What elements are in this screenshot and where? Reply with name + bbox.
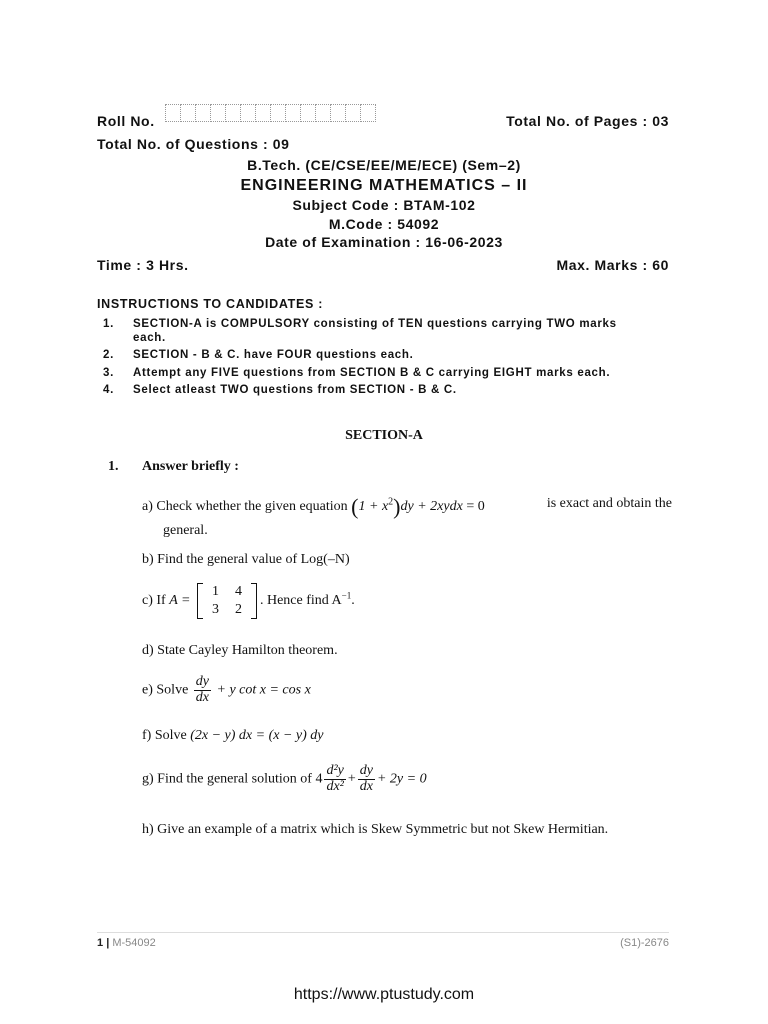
- part-a-cont: general.: [163, 523, 208, 538]
- part-f: f) Solve (2x − y) dx = (x − y) dy: [142, 728, 324, 743]
- section-title: SECTION-A: [345, 428, 423, 443]
- instruction-text: Select atleast TWO questions from SECTION - B & C.: [133, 384, 457, 396]
- max-marks: Max. Marks : 60: [556, 257, 669, 273]
- roll-no-label: Roll No.: [97, 113, 155, 129]
- instruction-item: 3.: [103, 367, 114, 379]
- matrix: 1 4 3 2: [197, 583, 257, 619]
- instruction-item: 4.: [103, 384, 114, 396]
- instruction-text: SECTION-A is COMPULSORY consisting of TEN questions carrying TWO marks: [133, 318, 617, 330]
- instruction-text: SECTION - B & C. have FOUR questions each.: [133, 349, 414, 361]
- part-d: d) State Cayley Hamilton theorem.: [142, 643, 338, 658]
- part-c: c) If A = 1 4 3 2 . Hence find $A^{-1}$.: [142, 584, 355, 617]
- instructions-heading: INSTRUCTIONS TO CANDIDATES :: [97, 297, 324, 311]
- roll-no-boxes: [165, 104, 375, 122]
- time-label: Time : 3 Hrs.: [97, 257, 189, 273]
- instruction-item: 2.: [103, 349, 114, 361]
- mcode: M.Code : 54092: [328, 216, 440, 232]
- part-a: a) Check whether the given equation $(1 + x^2)dy$ + 2xydx = 0 is exact and obtain the: [142, 494, 672, 519]
- subject-code: Subject Code : BTAM-102: [292, 197, 476, 213]
- instruction-text: Attempt any FIVE questions from SECTION B & C carrying EIGHT marks each.: [133, 367, 611, 379]
- part-h: h) Give an example of a matrix which is Skew Symmetric but not Skew Hermitian.: [142, 822, 609, 837]
- footer-url[interactable]: https://www.ptustudy.com: [293, 986, 475, 1003]
- total-questions: Total No. of Questions : 09: [97, 136, 290, 152]
- part-b: b) Find the general value of Log(–N): [142, 552, 350, 567]
- footer-right: (S1)-2676: [620, 937, 669, 949]
- part-g: g) Find the general solution of 4 $\frac{\text{d²y}}{\text{dx²}}$ + $\frac{dy}{dx}$ + 2y = 0: [142, 763, 427, 794]
- roll-no-row: [97, 113, 669, 135]
- course-title: B.Tech. (CE/CSE/EE/ME/ECE) (Sem–2): [247, 157, 521, 173]
- total-pages: Total No. of Pages : 03: [506, 113, 669, 129]
- question-title: Answer briefly :: [142, 459, 239, 474]
- footer-left: 1 | M-54092: [97, 937, 156, 949]
- instruction-text-cont: each.: [133, 332, 166, 344]
- subject-title: ENGINEERING MATHEMATICS – II: [240, 177, 528, 194]
- part-e: e) Solve $\frac{dy}{dx}$ + y cot x = cos x: [142, 674, 311, 705]
- footer-divider: [97, 932, 669, 933]
- instruction-item: 1.: [103, 318, 114, 330]
- exam-date: Date of Examination : 16-06-2023: [265, 234, 503, 250]
- question-number: 1.: [108, 459, 119, 474]
